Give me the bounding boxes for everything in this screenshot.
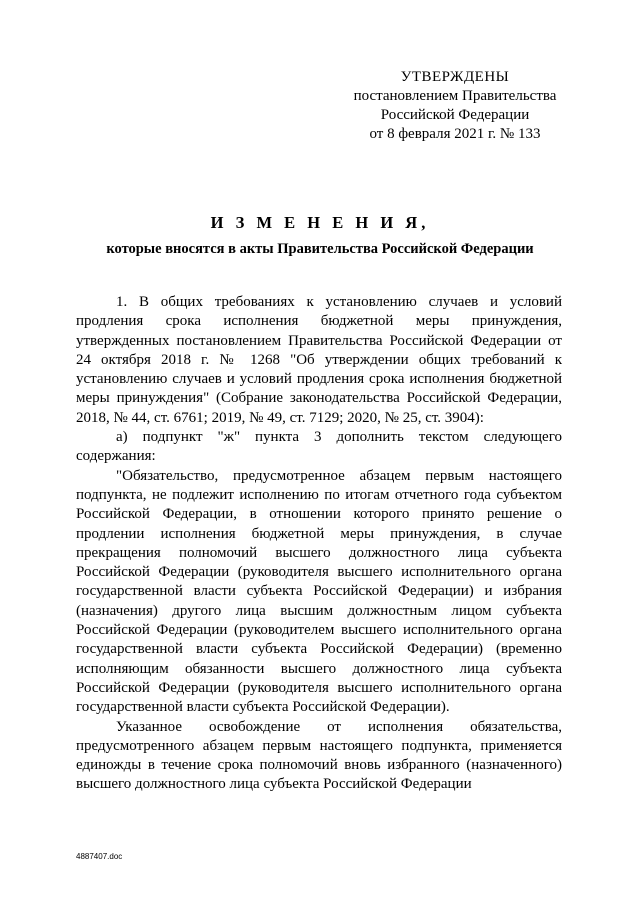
document-title: И З М Е Н Е Н И Я, [210,213,430,232]
paragraph-1: 1. В общих требованиях к установлению случаев и условий продления срока исполнения бюджетной меры принуждения, утвержденных постановлением Правительства Российской Федерации от 24 октября 2018 г. № 1268 "Об утверждении общих требований к установлению случаев и условий продления срока исполнения бюджетной меры принуждения" (Собрание законодательства Российской Федерации, 2018, № 44, ст. 6761; 2019, № 49, ст. 7129; 2020, № 25, ст. 3904): [76,294,562,426]
paragraph-3: "Обязательство, предусмотренное абзацем первым настоящего подпункта, не подлежит исполнению по итогам отчетного года субъектом Российской Федерации, в отношении которого принято решение о продлении исполнения бюджетной меры принуждения, в случае прекращения полномочий высшего должностного лица субъекта Российской Федерации (руководителя высшего исполнительного органа государственной власти субъекта Российской Федерации) и избрания (назначения) другого лица высшим должностным лицом субъекта Российской Федерации (руководителем высшего исполнительного органа государственной власти субъекта Российской Федерации) (временно исполняющим обязанности высшего должностного лица субъекта Российской Федерации (руководителя высшего исполнительного органа государственной власти субъекта Российской Федерации). [76,467,562,716]
document-file-id: 4887407.doc [76,852,123,861]
paragraph-4: Указанное освобождение от исполнения обязательства, предусмотренного абзацем первым настоящего подпункта, применяется единожды в течение срока полномочий вновь избранного (назначенного) высшего должностного лица субъекта Российской Федерации [76,718,562,793]
approval-line-3: от 8 февраля 2021 г. № 133 [369,126,541,142]
document-subtitle: которые вносятся в акты Правительства Российской Федерации [106,241,534,257]
approval-title: УТВЕРЖДЕНЫ [400,69,510,85]
approval-line-2: Российской Федерации [380,107,530,123]
approval-line-1: постановлением Правительства [353,88,557,104]
document-body [76,293,562,795]
approval-block [330,68,580,144]
paragraph-2: а) подпункт "ж" пункта 3 дополнить текстом следующего содержания: [76,429,562,465]
